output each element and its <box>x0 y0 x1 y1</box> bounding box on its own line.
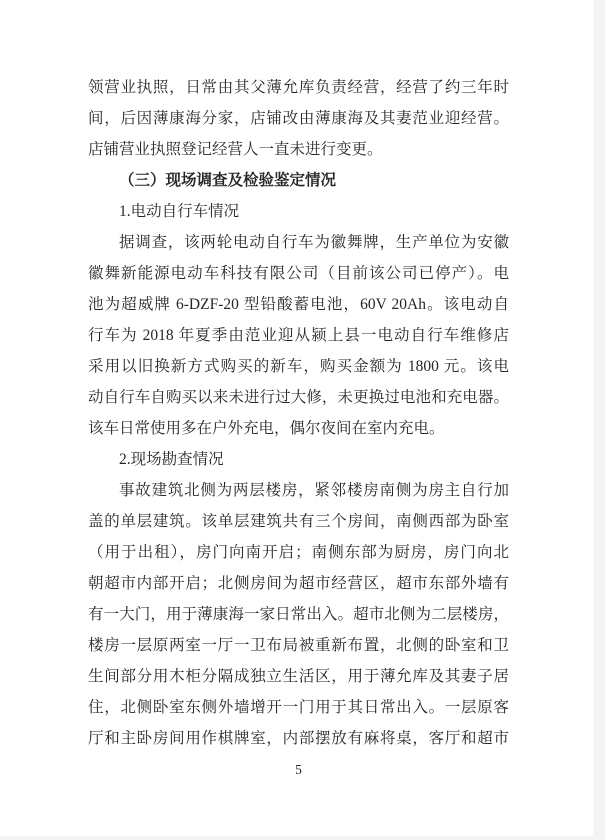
body-line: 朝超市内部开启；北侧房间为超市经营区，超市东部外墙有 <box>88 575 509 592</box>
page-number: 5 <box>295 762 302 777</box>
body-line: 池为超威牌 6-DZF-20 型铅酸蓄电池，60V 20Ah。该电动自 <box>88 296 509 313</box>
body-line: （用于出租），房门向南开启；南侧东部为厨房，房门向北 <box>88 544 509 561</box>
body-line: 领营业执照，日常由其父薄允库负责经营，经营了约三年时 <box>88 79 509 96</box>
body-line: 间，后因薄康海分家，店铺改由薄康海及其妻范业迎经营。 <box>88 110 509 127</box>
section-heading-line: （三）现场调查及检验鉴定情况 <box>119 172 337 189</box>
scan-edge-bottom <box>0 836 605 840</box>
subsection-heading-line: 1.电动自行车情况 <box>119 203 240 220</box>
scan-edge-right <box>593 0 605 840</box>
body-line: 采用以旧换新方式购买的新车，购买金额为 1800 元。该电 <box>88 358 509 375</box>
body-line: 据调查，该两轮电动自行车为徽舞牌，生产单位为安徽 <box>119 234 509 251</box>
body-line: 事故建筑北侧为两层楼房，紧邻楼房南侧为房主自行加 <box>119 482 509 499</box>
body-line: 徽舞新能源电动车科技有限公司（目前该公司已停产）。电 <box>88 265 509 282</box>
body-line: 住，北侧卧室东侧外墙增开一门用于其日常出入。一层原客 <box>88 699 509 716</box>
body-line: 有一大门，用于薄康海一家日常出入。超市北侧为二层楼房， <box>88 606 509 623</box>
body-line: 该车日常使用多在户外充电，偶尔夜间在室内充电。 <box>88 420 445 437</box>
subsection-heading-line: 2.现场勘查情况 <box>119 451 224 468</box>
body-line: 楼房一层原两室一厅一卫布局被重新布置，北侧的卧室和卫 <box>88 637 509 654</box>
body-line: 店铺营业执照登记经营人一直未进行变更。 <box>88 141 383 158</box>
text-block <box>88 72 509 754</box>
body-line: 动自行车自购买以来未进行过大修，未更换过电池和充电器。 <box>88 389 509 406</box>
body-line: 生间部分用木柜分隔成独立生活区，用于薄允库及其妻子居 <box>88 668 509 685</box>
body-line: 厅和主卧房间用作棋牌室，内部摆放有麻将桌，客厅和超市 <box>88 730 509 747</box>
body-line: 行车为 2018 年夏季由范业迎从颍上县一电动自行车维修店 <box>88 327 509 344</box>
body-line: 盖的单层建筑。该单层建筑共有三个房间，南侧西部为卧室 <box>88 513 509 530</box>
